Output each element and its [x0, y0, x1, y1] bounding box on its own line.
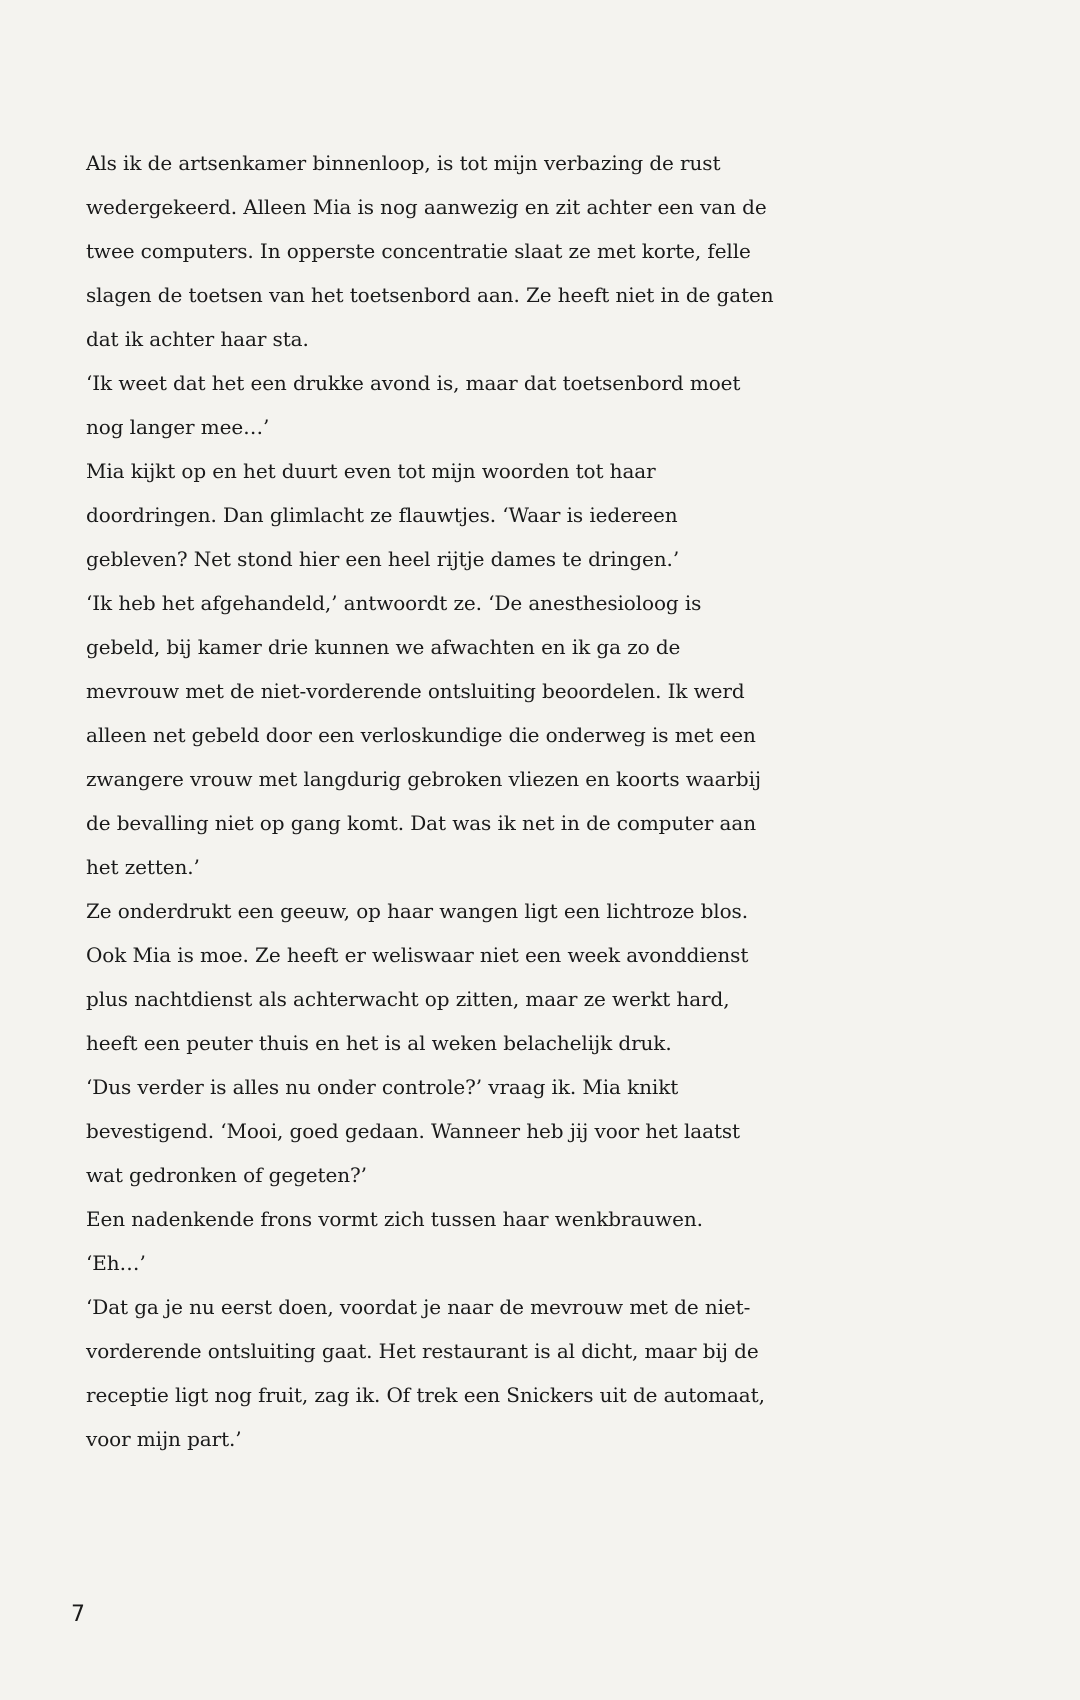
text-line: mevrouw met de niet-vorderende ontsluiting beoordelen. Ik werd	[86, 679, 745, 703]
text-line: ‘Dat ga je nu eerst doen, voordat je naar de mevrouw met de niet-	[86, 1295, 751, 1319]
text-line: slagen de toetsen van het toetsenbord aan. Ze heeft niet in de gaten	[86, 283, 774, 307]
text-line: Een nadenkende frons vormt zich tussen haar wenkbrauwen.	[86, 1207, 703, 1231]
text-line: wat gedronken of gegeten?’	[86, 1163, 367, 1187]
text-line: receptie ligt nog fruit, zag ik. Of trek een Snickers uit de automaat,	[86, 1383, 765, 1407]
text-line: alleen net gebeld door een verloskundige die onderweg is met een	[86, 723, 756, 747]
text-line: twee computers. In opperste concentratie slaat ze met korte, felle	[86, 239, 751, 263]
text-line: doordringen. Dan glimlacht ze flauwtjes. ‘Waar is iedereen	[86, 503, 678, 527]
text-line: nog langer mee…’	[86, 415, 270, 439]
text-line: bevestigend. ‘Mooi, goed gedaan. Wanneer heb jij voor het laatst	[86, 1119, 740, 1143]
text-line: Ze onderdrukt een geeuw, op haar wangen ligt een lichtroze blos.	[86, 899, 748, 923]
text-line: ‘Ik weet dat het een drukke avond is, maar dat toetsenbord moet	[86, 371, 741, 395]
text-line: het zetten.’	[86, 855, 200, 879]
text-line: vorderende ontsluiting gaat. Het restaurant is al dicht, maar bij de	[86, 1339, 759, 1363]
page-number: 7	[71, 1602, 85, 1627]
text-line: ‘Eh…’	[86, 1251, 146, 1275]
text-line: Ook Mia is moe. Ze heeft er weliswaar niet een week avonddienst	[86, 943, 749, 967]
text-line: voor mijn part.’	[86, 1427, 242, 1451]
text-line: Als ik de artsenkamer binnenloop, is tot mijn verbazing de rust	[86, 151, 721, 175]
text-line: ‘Ik heb het afgehandeld,’ antwoordt ze. ‘De anesthesioloog is	[86, 591, 702, 615]
text-line: gebleven? Net stond hier een heel rijtje dames te dringen.’	[86, 547, 680, 571]
text-line: gebeld, bij kamer drie kunnen we afwachten en ik ga zo de	[86, 635, 681, 659]
text-line: Mia kijkt op en het duurt even tot mijn woorden tot haar	[86, 459, 656, 483]
text-line: heeft een peuter thuis en het is al weken belachelijk druk.	[86, 1031, 672, 1055]
text-line: plus nachtdienst als achterwacht op zitten, maar ze werkt hard,	[86, 987, 730, 1011]
body-text	[86, 141, 1016, 1461]
text-line: dat ik achter haar sta.	[86, 327, 309, 351]
text-line: ‘Dus verder is alles nu onder controle?’ vraag ik. Mia knikt	[86, 1075, 679, 1099]
text-line: de bevalling niet op gang komt. Dat was ik net in de computer aan	[86, 811, 756, 835]
text-line: wedergekeerd. Alleen Mia is nog aanwezig en zit achter een van de	[86, 195, 767, 219]
text-line: zwangere vrouw met langdurig gebroken vliezen en koorts waarbij	[86, 767, 762, 791]
